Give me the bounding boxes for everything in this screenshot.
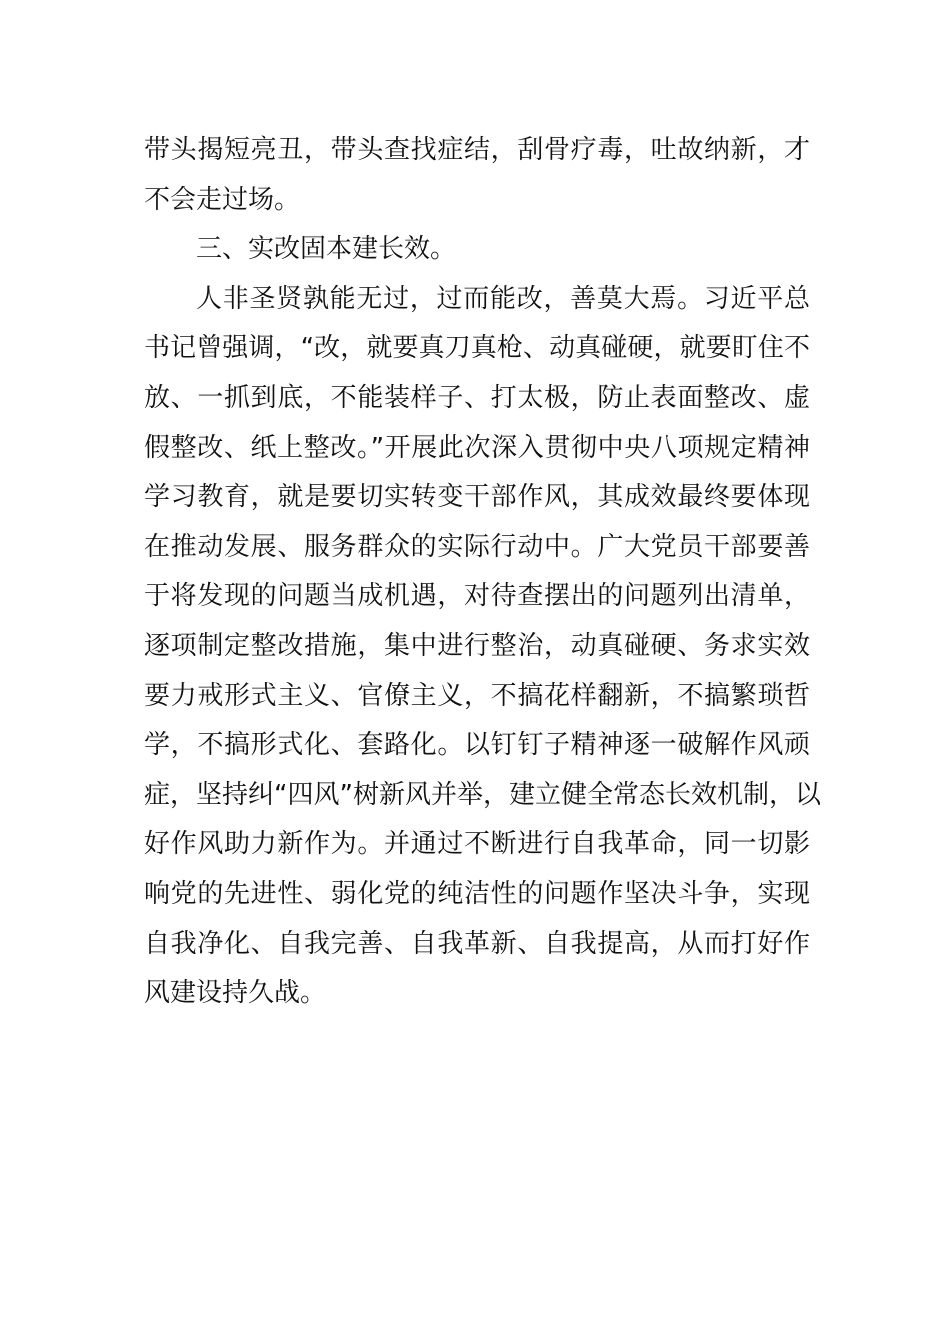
text-line: 人非圣贤孰能无过，过而能改，善莫大焉。习近平总 <box>196 283 810 314</box>
text-line: 带头揭短亮丑，带头查找症结，刮骨疗毒，吐故纳新，才 <box>144 135 810 165</box>
text-line: 学习教育，就是要切实转变干部作风，其成效最终要体现 <box>144 482 810 513</box>
text-line: 书记曾强调，“改，就要真刀真枪、动真碰硬，就要盯住不 <box>144 333 810 364</box>
body-text <box>144 126 821 1019</box>
text-line: 假整改、纸上整改。”开展此次深入贯彻中央八项规定精神 <box>144 432 810 463</box>
text-line: 自我净化、自我完善、自我革新、自我提高，从而打好作 <box>144 928 810 959</box>
text-line: 风建设持久战。 <box>144 978 327 1009</box>
text-line: 于将发现的问题当成机遇，对待查摆出的问题列出清单， <box>144 581 810 612</box>
text-line: 好作风助力新作为。并通过不断进行自我革命，同一切影 <box>144 829 810 860</box>
text-line: 响党的先进性、弱化党的纯洁性的问题作坚决斗争，实现 <box>144 878 810 909</box>
text-line: 放、一抓到底，不能装样子、打太极，防止表面整改、虚 <box>144 382 810 413</box>
text-line: 在推动发展、服务群众的实际行动中。广大党员干部要善 <box>144 531 810 562</box>
section-heading: 三、实改固本建长效。 <box>196 234 457 265</box>
text-line: 要力戒形式主义、官僚主义，不搞花样翻新，不搞繁琐哲 <box>144 680 810 711</box>
text-line: 学，不搞形式化、套路化。以钉钉子精神逐一破解作风顽 <box>144 730 810 761</box>
text-line: 逐项制定整改措施，集中进行整治，动真碰硬、务求实效 <box>144 630 810 661</box>
text-line: 症，坚持纠“四风”树新风并举，建立健全常态长效机制，以 <box>144 779 821 810</box>
text-line: 不会走过场。 <box>144 184 301 215</box>
